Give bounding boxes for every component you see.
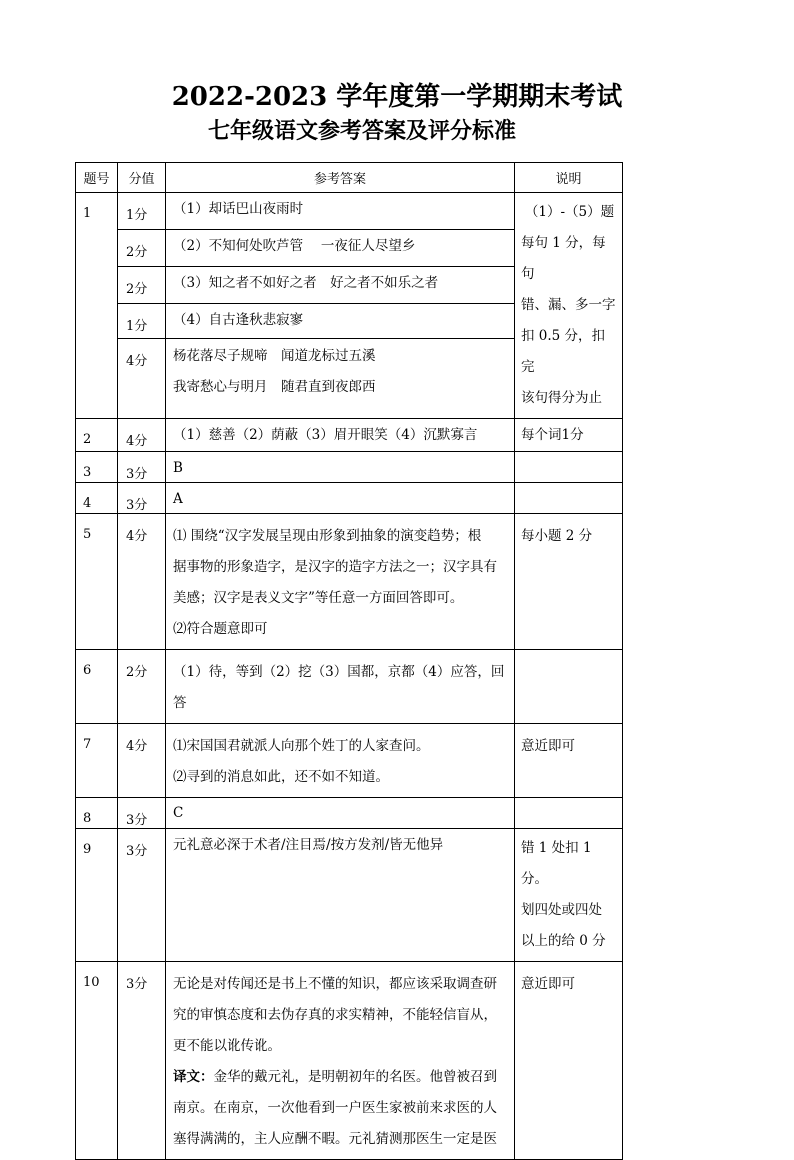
score-cell: 2分 (118, 266, 166, 303)
translation-text: 金华的戴元礼，是明朝初年的名医。他曾被召到 (213, 1069, 497, 1085)
note-cell: 每个词1分 (515, 419, 623, 452)
answer-cell: （4）自古逢秋悲寂寥 (166, 303, 515, 339)
answer-line: 答 (173, 695, 187, 711)
question-number: 2 (76, 419, 118, 452)
score-cell: 2分 (118, 229, 166, 266)
note-cell (515, 452, 623, 483)
question-number: 9 (76, 829, 118, 962)
table-row (76, 452, 623, 483)
table-row (76, 650, 623, 724)
answer-cell (166, 724, 515, 798)
score-cell: 3分 (118, 483, 166, 514)
note-cell (515, 483, 623, 514)
score-cell: 2分 (118, 650, 166, 724)
score-cell: 1分 (118, 193, 166, 230)
question-number: 3 (76, 452, 118, 483)
note-line: （1）-（5）题 (524, 204, 615, 220)
note-cell-q1 (515, 193, 623, 419)
score-cell: 4分 (118, 724, 166, 798)
answer-cell: （2）不知何处吹芦管 一夜征人尽望乡 (166, 229, 515, 266)
answer-cell: C (166, 798, 515, 829)
answer-table (75, 162, 623, 1160)
header-score: 分值 (118, 163, 166, 193)
answer-line: 更不能以讹传讹。 (173, 1038, 281, 1054)
answer-line: 杨花落尽子规啼 闻道龙标过五溪 (173, 348, 376, 365)
note-cell: 意近即可 (515, 962, 623, 1160)
header-note: 说明 (515, 163, 623, 193)
note-cell: 意近即可 (515, 724, 623, 798)
score-cell: 3分 (118, 798, 166, 829)
note-line: 划四处或四处 (521, 902, 602, 918)
note-cell: 每小题 2 分 (515, 514, 623, 650)
note-cell (515, 829, 623, 962)
header-num: 题号 (76, 163, 118, 193)
note-line: 以上的给 0 分 (521, 933, 606, 949)
note-line: 错 1 处扣 1 分。 (521, 840, 592, 887)
question-number: 10 (76, 962, 118, 1160)
answer-cell: B (166, 452, 515, 483)
score-cell: 1分 (118, 303, 166, 339)
question-number: 7 (76, 724, 118, 798)
empty-cell (76, 339, 118, 419)
empty-cell (76, 229, 118, 266)
table-row (76, 483, 623, 514)
table-row (76, 829, 623, 962)
question-number: 4 (76, 483, 118, 514)
question-number: 6 (76, 650, 118, 724)
note-cell (515, 650, 623, 724)
document-title: 2022-2023 学年度第一学期期末考试 (171, 82, 623, 112)
answer-line: 我寄愁心与明月 随君直到夜郎西 (173, 379, 376, 396)
table-header-row (76, 163, 623, 193)
score-cell: 3分 (118, 962, 166, 1160)
score-cell: 4分 (118, 339, 166, 419)
translation-line (173, 1062, 508, 1093)
answer-cell: 元礼意必深于术者/注目焉/按方发剂/皆无他异 (166, 829, 515, 962)
answer-cell (166, 962, 515, 1160)
question-number: 5 (76, 514, 118, 650)
header-answer: 参考答案 (166, 163, 515, 193)
answer-line: （1）待，等到（2）挖（3）国都，京都（4）应答，回 (173, 664, 505, 680)
answer-line: 无论是对传闻还是书上不懂的知识，都应该采取调查研 (173, 976, 497, 992)
note-line: 扣 0.5 分，扣完 (521, 328, 606, 375)
answer-cell: （3）知之者不如好之者 好之者不如乐之者 (166, 266, 515, 303)
table-row (76, 724, 623, 798)
answer-line: ⑴宋国国君就派人向那个姓丁的人家查问。 (173, 738, 430, 754)
note-line: 每句 1 分，每句 (521, 235, 606, 282)
answer-cell (166, 339, 515, 419)
score-cell: 4分 (118, 514, 166, 650)
question-number: 8 (76, 798, 118, 829)
answer-line: 美感；汉字是表义文字”等任意一方面回答即可。 (173, 590, 464, 606)
note-line: 该句得分为止 (521, 390, 602, 406)
note-cell (515, 798, 623, 829)
answer-cell: （1）却话巴山夜雨时 (166, 193, 515, 230)
answer-cell (166, 514, 515, 650)
translation-line: 南京。在南京，一次他看到一户医生家被前来求医的人 (173, 1100, 497, 1116)
answer-cell: A (166, 483, 515, 514)
score-cell: 4分 (118, 419, 166, 452)
table-row (76, 798, 623, 829)
score-cell: 3分 (118, 829, 166, 962)
answer-line: 究的审慎态度和去伪存真的求实精神，不能轻信盲从， (173, 1007, 497, 1023)
answer-line: ⑵寻到的消息如此，还不如不知道。 (173, 769, 389, 785)
note-line: 错、漏、多一字 (521, 297, 616, 313)
table-row (76, 962, 623, 1160)
empty-cell (76, 303, 118, 339)
table-row (76, 193, 623, 230)
score-cell: 3分 (118, 452, 166, 483)
answer-line: ⑵符合题意即可 (173, 621, 268, 637)
translation-line: 塞得满满的，主人应酬不暇。元礼猜测那医生一定是医 (173, 1131, 497, 1147)
answer-cell: （1）慈善（2）荫蔽（3）眉开眼笑（4）沉默寡言 (166, 419, 515, 452)
document-subtitle: 七年级语文参考答案及评分标准 (208, 119, 517, 144)
answer-line: 据事物的形象造字，是汉字的造字方法之一；汉字具有 (173, 559, 497, 575)
translation-label: 译文： (173, 1069, 214, 1085)
answer-cell (166, 650, 515, 724)
question-number: 1 (76, 193, 118, 230)
answer-line: ⑴ 围绕“汉字发展呈现由形象到抽象的演变趋势；根 (173, 528, 482, 544)
table-row (76, 419, 623, 452)
table-row (76, 514, 623, 650)
empty-cell (76, 266, 118, 303)
